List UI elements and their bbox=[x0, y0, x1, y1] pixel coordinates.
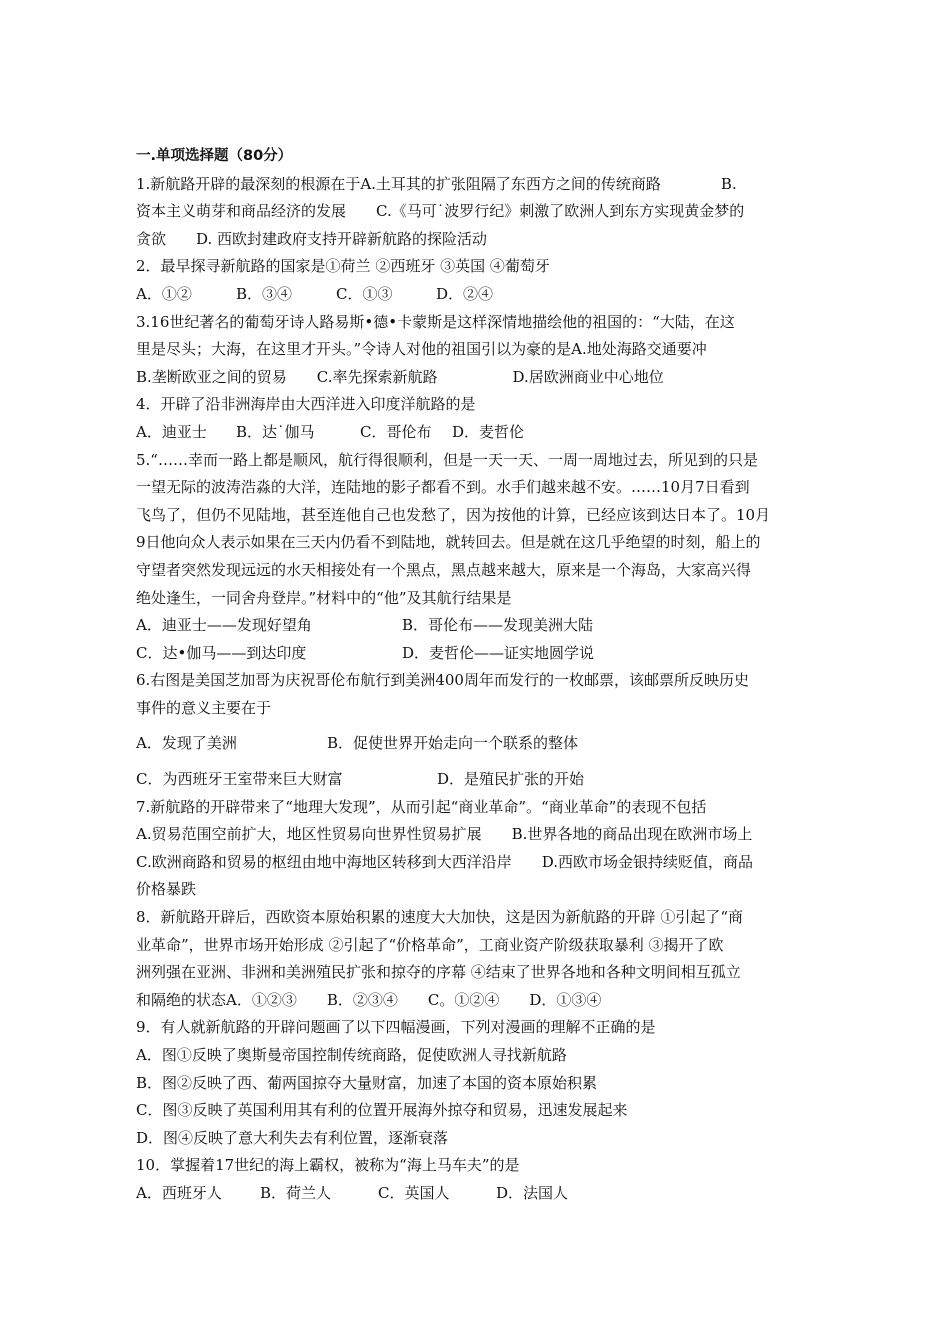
q4-option-c: C．哥伦布 bbox=[360, 422, 432, 441]
q6-option-a: A．发现了美洲 bbox=[136, 734, 237, 753]
q5-option-b: B．哥伦布——发现美洲大陆 bbox=[402, 616, 594, 635]
q1-line-3: 贪欲 D. 西欧封建政府支持开辟新航路的探险活动 bbox=[136, 229, 488, 248]
q9-option-b: B．图②反映了西、葡两国掠夺大量财富，加速了本国的资本原始积累 bbox=[136, 1073, 598, 1092]
q5-line-5: 守望者突然发现远远的水天相接处有一个黑点，黑点越来越大，原来是一个海岛，大家高兴得 bbox=[136, 560, 752, 579]
q7-line-1: 7.新航路的开辟带来了“地理大发现”，从而引起“商业革命”。“商业革命”的表现不包括 bbox=[136, 797, 707, 816]
question-list bbox=[136, 143, 816, 1208]
q10-stem: 10．掌握着17世纪的海上霸权，被称为“海上马车夫”的是 bbox=[136, 1156, 520, 1175]
q4-option-d: D．麦哲伦 bbox=[452, 422, 525, 441]
q1-line-1: 1.新航路开辟的最深刻的根源在于A.土耳其的扩张阻隔了东西方之间的传统商路 B. bbox=[136, 174, 737, 193]
q8-line-4: 和隔绝的状态A．①②③ B．②③④ C。①②④ D．①③④ bbox=[136, 990, 602, 1009]
q8-line-1: 8．新航路开辟后，西欧资本原始积累的速度大大加快，这是因为新航路的开辟 ①引起了“商 bbox=[136, 908, 743, 927]
q6-option-d: D．是殖民扩张的开始 bbox=[437, 770, 585, 789]
q3-line-2: 里是尽头；大海，在这里才开头。”令诗人对他的祖国引以为豪的是A.地处海路交通要冲 bbox=[136, 340, 707, 359]
q9-option-d: D．图④反映了意大利失去有利位置，逐渐衰落 bbox=[136, 1128, 449, 1147]
q5-line-3: 飞鸟了，但仍不见陆地，甚至连他自己也发愁了，因为按他的计算，已经应该到达日本了。10月 bbox=[136, 505, 771, 524]
q10-option-c: C．英国人 bbox=[378, 1183, 450, 1202]
q1-line-2: 资本主义萌芽和商品经济的发展 C.《马可˙波罗行纪》刺激了欧洲人到东方实现黄金梦的 bbox=[136, 202, 745, 221]
q2-option-c: C．①③ bbox=[336, 284, 393, 303]
q9-stem: 9．有人就新航路的开辟问题画了以下四幅漫画，下列对漫画的理解不正确的是 bbox=[136, 1018, 656, 1037]
q5-line-6: 绝处逢生，一同舍舟登岸。”材料中的“他”及其航行结果是 bbox=[136, 588, 512, 607]
q5-options-row-2 bbox=[136, 640, 816, 668]
q10-option-b: B．荷兰人 bbox=[260, 1183, 332, 1202]
q4-option-b: B．达˙伽马 bbox=[236, 422, 315, 441]
q2-option-a: A．①② bbox=[136, 284, 192, 303]
q5-option-c: C．达•伽马——到达印度 bbox=[136, 643, 307, 662]
q7-line-4: 价格暴跌 bbox=[136, 880, 197, 899]
q7-line-2: A.贸易范围空前扩大，地区性贸易向世界性贸易扩展 B.世界各地的商品出现在欧洲市场上 bbox=[136, 825, 753, 844]
q5-option-d: D．麦哲伦——证实地圆学说 bbox=[402, 643, 595, 662]
q7-line-3: C.欧洲商路和贸易的枢纽由地中海地区转移到大西洋沿岸 D.西欧市场金银持续贬值，商品 bbox=[136, 852, 753, 871]
q5-options-row-1 bbox=[136, 612, 816, 640]
section-title: 一.单项选择题（80分） bbox=[136, 148, 293, 164]
q6-options-row-1 bbox=[136, 730, 816, 758]
q3-line-1: 3.16世纪著名的葡萄牙诗人路易斯•德•卡蒙斯是这样深情地描绘他的祖国的：“大陆，在这 bbox=[136, 312, 735, 331]
q4-options bbox=[136, 419, 816, 447]
q6-option-c: C．为西班牙王室带来巨大财富 bbox=[136, 770, 343, 789]
q4-option-a: A．迪亚士 bbox=[136, 422, 207, 441]
q5-option-a: A．迪亚士——发现好望角 bbox=[136, 616, 312, 635]
q4-stem: 4．开辟了沿非洲海岸由大西洋进入印度洋航路的是 bbox=[136, 395, 476, 414]
q10-option-d: D．法国人 bbox=[496, 1183, 569, 1202]
q6-option-b: B．促使世界开始走向一个联系的整体 bbox=[327, 734, 579, 753]
q9-option-c: C．图③反映了英国利用其有利的位置开展海外掠夺和贸易，迅速发展起来 bbox=[136, 1101, 628, 1120]
q10-option-a: A．西班牙人 bbox=[136, 1183, 222, 1202]
q2-option-b: B．③④ bbox=[236, 284, 293, 303]
q3-line-3: B.垄断欧亚之间的贸易 C.率先探索新航路 D.居欧洲商业中心地位 bbox=[136, 367, 664, 386]
q6-options-row-2 bbox=[136, 766, 816, 794]
q10-options bbox=[136, 1180, 816, 1208]
q5-line-4: 9日他向众人表示如果在三天内仍看不到陆地，就转回去。但是就在这几乎绝望的时刻，船上的 bbox=[136, 533, 761, 552]
q8-line-3: 洲列强在亚洲、非洲和美洲殖民扩张和掠夺的序幕 ④结束了世界各地和各种文明间相互孤立 bbox=[136, 963, 741, 982]
q2-stem: 2．最早探寻新航路的国家是①荷兰 ②西班牙 ③英国 ④葡萄牙 bbox=[136, 257, 550, 276]
q2-options bbox=[136, 281, 816, 309]
q6-line-2: 事件的意义主要在于 bbox=[136, 698, 272, 717]
q2-option-d: D．②④ bbox=[436, 284, 494, 303]
q9-option-a: A．图①反映了奥斯曼帝国控制传统商路，促使欧洲人寻找新航路 bbox=[136, 1046, 567, 1064]
q5-line-2: 一望无际的波涛浩淼的大洋，连陆地的影子都看不到。水手们越来越不安。……10月7日看到 bbox=[136, 478, 750, 497]
q5-line-1: 5.“……幸而一路上都是顺风，航行得很顺利，但是一天一天、一周一周地过去，所见到的只是 bbox=[136, 450, 758, 469]
q8-line-2: 业革命”，世界市场开始形成 ②引起了“价格革命”，工商业资产阶级获取暴利 ③揭开了欧 bbox=[136, 935, 724, 954]
q6-line-1: 6.右图是美国芝加哥为庆祝哥伦布航行到美洲400周年而发行的一枚邮票，该邮票所反映历史 bbox=[136, 671, 749, 690]
